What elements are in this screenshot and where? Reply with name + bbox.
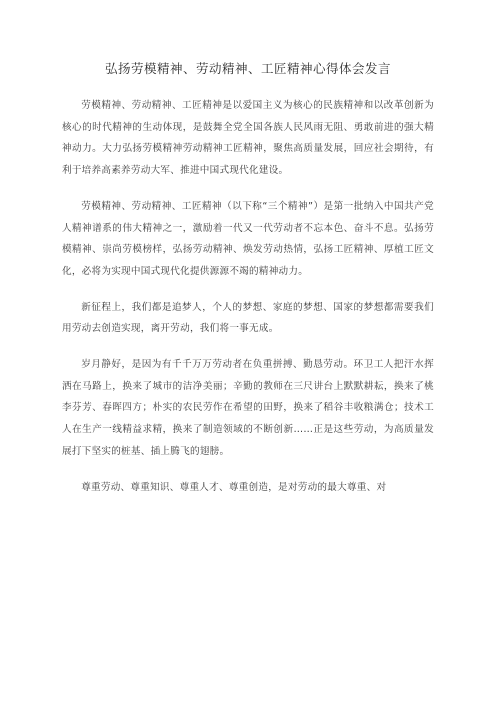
paragraph-3: 新征程上，我们都是追梦人，个人的梦想、家庭的梦想、国家的梦想都需要我们用劳动去创造实现，离开劳动，我们将一事无成。: [62, 301, 434, 335]
paragraph-1: 劳模精神、劳动精神、工匠精神是以爱国主义为核心的民族精神和以改革创新为核心的时代精神的生动体现，是鼓舞全党全国各族人民风雨无阻、勇敢前进的强大精神动力。大力弘扬劳模精神劳动精神工匠精神，聚焦高质量发展，回应社会期待，有利于培养高素养劳动大军、推进中国式现代化建设。: [62, 100, 434, 177]
paragraph-5: 尊重劳动、尊重知识、尊重人才、尊重创造，是对劳动的最大尊重、对: [81, 481, 387, 493]
paragraph-4: 岁月静好，是因为有千千万万劳动者在负重拼搏、勤恳劳动。环卫工人把汗水挥洒在马路上，换来了城市的洁净美丽；辛勤的教师在三尺讲台上默默耕耘，换来了桃李芬芳、春晖四方；朴实的农民劳作在希望的田野，换来了稻谷丰收粮满仓；技术工人在生产一线精益求精，换来了制造领域的不断创新……正是这些劳动，为高质量发展打下坚实的桩基、插上腾飞的翅膀。: [62, 359, 434, 457]
paragraph-2: 劳模精神、劳动精神、工匠精神（以下称“三个精神”）是第一批纳入中国共产党人精神谱系的伟大精神之一，激励着一代又一代劳动者不忘本色、奋斗不息。弘扬劳模精神、崇尚劳模榜样，弘扬劳动精神、焕发劳动热情，弘扬工匠精神、厚植工匠文化，必将为实现中国式现代化提供源源不竭的精神动力。: [62, 200, 434, 277]
document-title: 弘扬劳模精神、劳动精神、工匠精神心得体会发言: [104, 61, 391, 76]
